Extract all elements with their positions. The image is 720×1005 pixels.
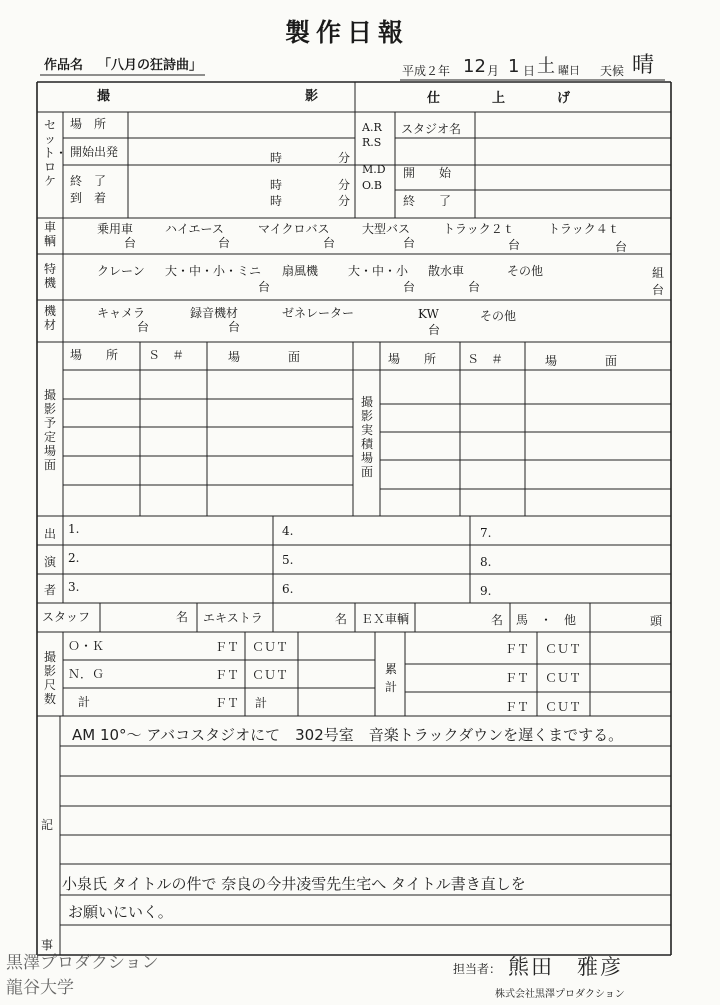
- audio-label: 録音機材: [190, 306, 239, 320]
- name-unit: 名: [491, 613, 504, 627]
- work-label: 作品名: [44, 58, 84, 73]
- ft-unit: ＦＴ: [505, 700, 530, 714]
- hour-unit: 時: [270, 194, 283, 208]
- work-title: 「八月の狂詩曲」: [98, 58, 203, 73]
- total-label: 計: [255, 696, 268, 710]
- unit-label: 台: [468, 280, 481, 294]
- set-loca-label: セット・ロケ: [43, 118, 68, 188]
- footage-label: 撮影尺数: [43, 650, 56, 706]
- minute-unit: 分: [338, 151, 351, 165]
- unit-label: 台: [258, 280, 271, 294]
- cut-unit: ＣＵＴ: [252, 640, 289, 654]
- name-unit: 名: [176, 610, 189, 624]
- cast-number: 4.: [282, 524, 294, 538]
- head-unit: 頭: [650, 614, 663, 628]
- equipment-other-label: その他: [480, 309, 517, 323]
- note-line-3: お願いにいく。: [68, 903, 173, 921]
- date-day: 1: [508, 56, 520, 77]
- place-label: 場 所: [70, 117, 107, 131]
- vehicle-truck2t: トラック２ｔ: [443, 222, 515, 236]
- manager-label: 担当者：: [453, 962, 502, 976]
- finishing-header: 仕 上 げ: [427, 91, 571, 106]
- cast-number: 3.: [68, 580, 80, 594]
- cast-number: 1.: [68, 522, 80, 536]
- rs-label: R.S: [362, 136, 382, 149]
- depart-label: 開始出発: [70, 145, 119, 159]
- hour-unit: 時: [270, 178, 283, 192]
- vehicles-label: 車輌: [43, 220, 56, 248]
- vehicle-truck4t: トラック４ｔ: [548, 222, 620, 236]
- ft-unit: ＦＴ: [505, 671, 530, 685]
- cast-number: 7.: [480, 526, 492, 540]
- company-name: 株式会社黒澤プロダクション: [495, 989, 625, 1000]
- finish-label: 終 了: [403, 194, 452, 208]
- cut-unit: ＣＵＴ: [545, 642, 582, 656]
- note-line-2: 小泉氏 タイトルの件で 奈良の今井凌雪先生宅へ タイトル書き直しを: [62, 875, 526, 893]
- camera-label: キャメラ: [97, 306, 146, 320]
- set-unit-label: 組: [652, 266, 665, 280]
- notes-label: 記事: [40, 818, 53, 952]
- minute-unit: 分: [338, 178, 351, 192]
- fan-label: 扇風機: [282, 264, 319, 278]
- studio-name-label: スタジオ名: [401, 122, 462, 136]
- special-other-label: その他: [507, 264, 544, 278]
- unit-label: 台: [508, 238, 521, 252]
- unit-label: 台: [652, 283, 665, 297]
- ft-unit: ＦＴ: [215, 640, 240, 654]
- date-era: 平成２年: [402, 64, 451, 78]
- kw-label: KW: [418, 307, 439, 321]
- ft-unit: ＦＴ: [505, 642, 530, 656]
- arrive-label: 到 着: [70, 191, 107, 205]
- cut-unit: ＣＵＴ: [545, 700, 582, 714]
- vehicle-hiace: ハイエース: [165, 222, 224, 236]
- minute-unit: 分: [338, 194, 351, 208]
- planned-scenes-label: 撮影予定場面: [43, 388, 56, 472]
- shooting-header: 撮 影: [97, 89, 319, 104]
- md-label: M.D: [362, 163, 386, 176]
- extra-label: エキストラ: [203, 611, 263, 625]
- cast-number: 2.: [68, 551, 80, 565]
- vehicle-car: 乗用車: [97, 222, 134, 236]
- ft-unit: ＦＴ: [215, 668, 240, 682]
- cast-number: 8.: [480, 555, 492, 569]
- month-unit: 月: [487, 64, 500, 78]
- unit-label: 台: [137, 320, 150, 334]
- unit-label: 台: [403, 280, 416, 294]
- vehicle-microbus: マイクロバス: [258, 222, 330, 236]
- unit-label: 台: [228, 320, 241, 334]
- scene-scene-header: 場 面: [228, 350, 301, 364]
- scene-scene-header: 場 面: [545, 354, 618, 368]
- archive-stamp: 黒澤プロダクション: [6, 953, 159, 973]
- staff-label: スタッフ: [42, 610, 91, 624]
- cumulative-label: 累計: [384, 662, 397, 694]
- unit-label: 台: [323, 236, 336, 250]
- unit-label: 台: [124, 236, 137, 250]
- crane-label: クレーン: [97, 264, 145, 278]
- date-weekday: 土: [537, 56, 555, 77]
- unit-label: 台: [218, 236, 231, 250]
- name-unit: 名: [335, 612, 348, 626]
- scene-place-header: 場 所: [70, 348, 119, 362]
- day-unit: 日: [523, 64, 536, 78]
- unit-label: 台: [615, 240, 628, 254]
- ft-unit: ＦＴ: [215, 696, 240, 710]
- total-label: 計: [78, 695, 91, 709]
- unit-label: 台: [403, 236, 416, 250]
- manager-name: 熊田 雅彦: [508, 955, 623, 979]
- unit-label: 台: [428, 323, 441, 337]
- special-label: 特機: [43, 262, 56, 290]
- cast-number: 5.: [282, 553, 294, 567]
- weather-label: 天候: [600, 64, 625, 78]
- cast-label: 出演者: [43, 527, 56, 597]
- cast-number: 9.: [480, 584, 492, 598]
- ob-label: O.B: [362, 179, 382, 192]
- scene-sno-header: Ｓ ＃: [467, 352, 504, 366]
- fan-sizes: 大・中・小: [348, 264, 409, 278]
- crane-sizes: 大・中・小・ミニ: [165, 264, 262, 278]
- end-label: 終 了: [70, 174, 107, 188]
- form-title: 製作日報: [285, 18, 410, 47]
- actual-scenes-label: 撮影実積場面: [360, 395, 373, 479]
- ok-label: Ｏ・Ｋ: [68, 639, 105, 653]
- scene-sno-header: Ｓ ＃: [148, 348, 185, 362]
- archive-stamp-sub: 龍谷大学: [6, 978, 74, 998]
- cut-unit: ＣＵＴ: [252, 668, 289, 682]
- ar-label: A.R: [362, 121, 382, 134]
- ex-vehicle-label: ＥＸ車輌: [361, 612, 410, 626]
- weather-value: 晴: [632, 53, 655, 78]
- water-truck-label: 散水車: [428, 264, 465, 278]
- weekday-unit: 曜日: [558, 64, 580, 77]
- cut-unit: ＣＵＴ: [545, 671, 582, 685]
- cast-number: 6.: [282, 582, 294, 596]
- scene-place-header: 場 所: [388, 352, 437, 366]
- horse-label: 馬 ・ 他: [516, 613, 577, 627]
- ng-label: Ｎ．Ｇ: [68, 667, 105, 681]
- equipment-label: 機材: [43, 304, 56, 332]
- hour-unit: 時: [270, 151, 283, 165]
- start-label: 開 始: [403, 166, 452, 180]
- generator-label: ゼネレーター: [282, 306, 355, 320]
- vehicle-bus: 大型バス: [362, 222, 411, 236]
- note-line-1: AM 10°〜 アバコスタジオにて 302号室 音楽トラックダウンを遅くまでする。: [72, 726, 624, 744]
- date-month: 12: [463, 56, 486, 77]
